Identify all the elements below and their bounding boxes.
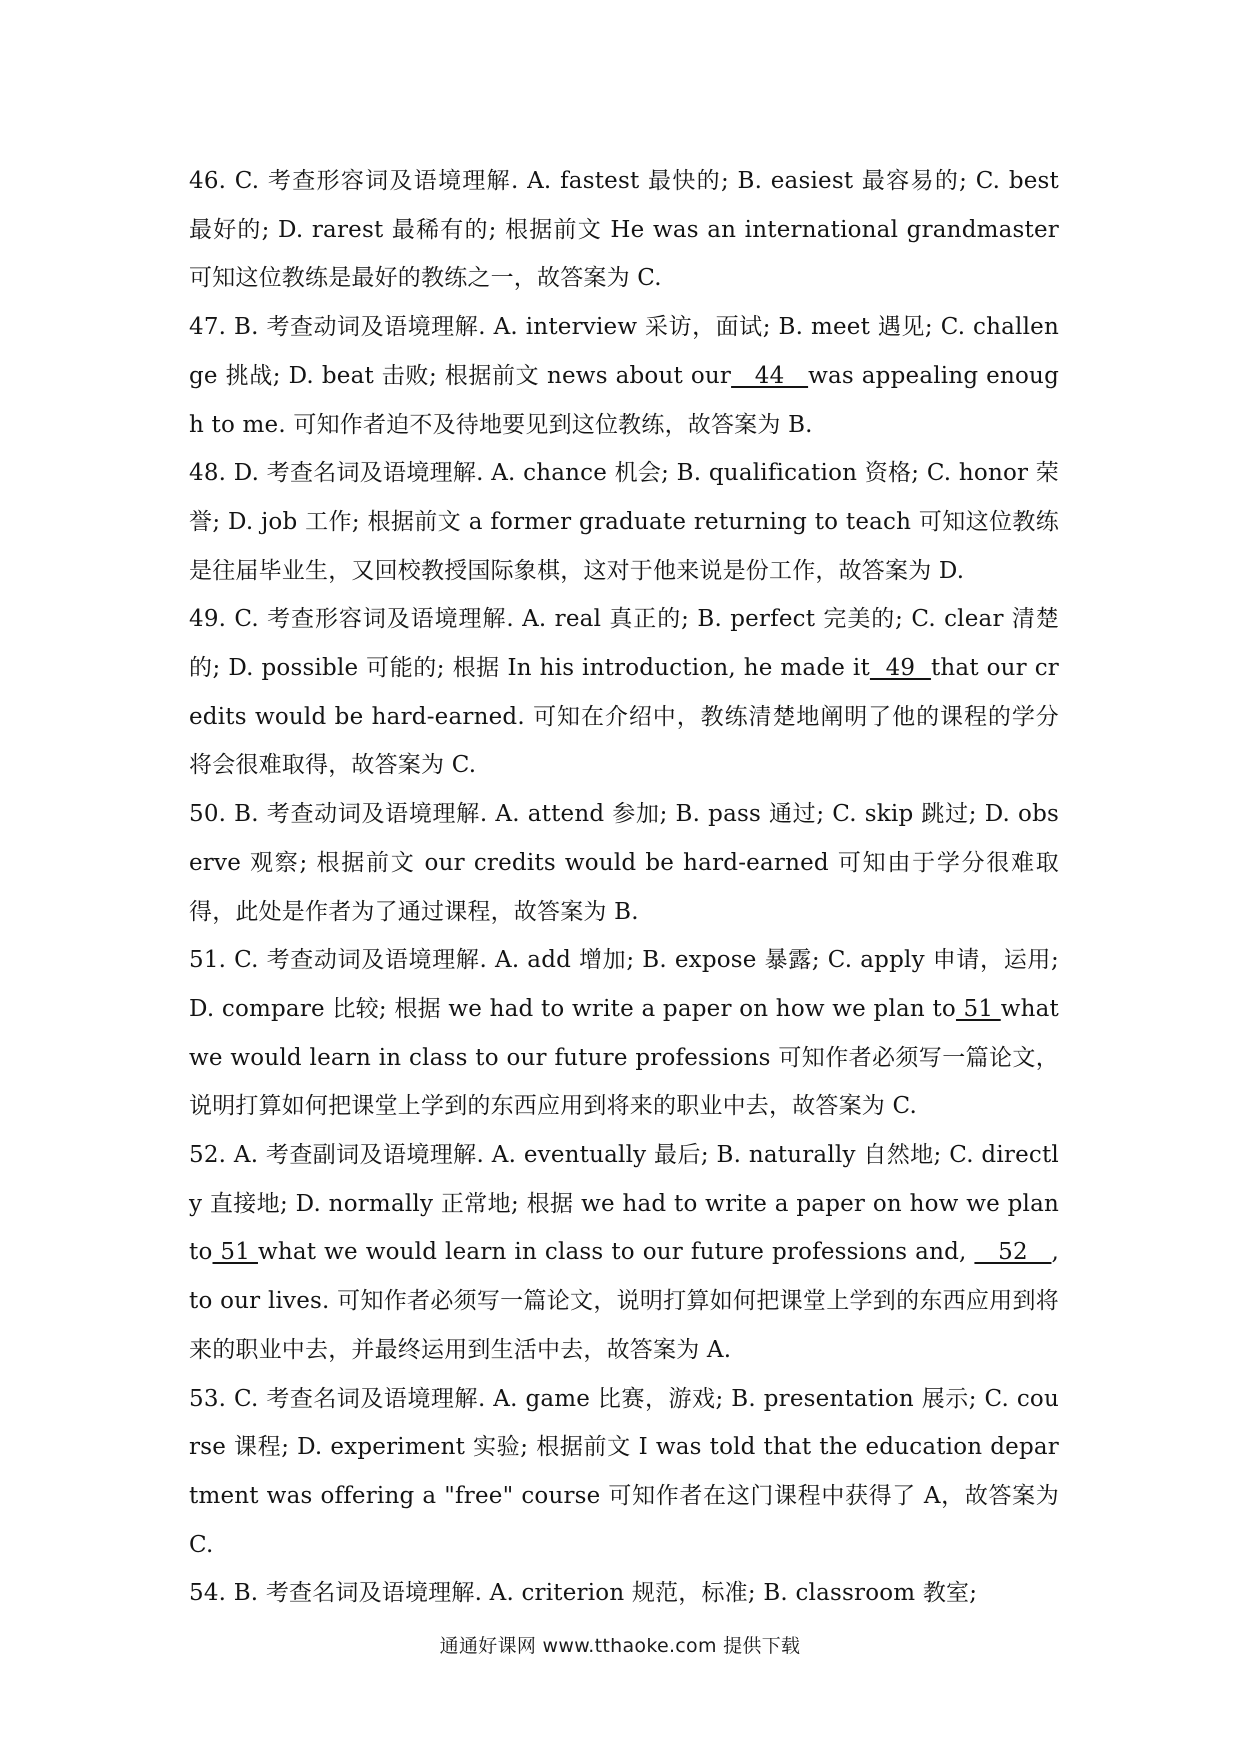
answer-text: 52. A. 考查副词及语境理解. A. eventually 最后; B. naturally 自然地; C. directly 直接地; D. normally 正常地; 根据 we had to write a paper on how we plan to	[189, 1142, 1059, 1266]
blank-number: 49	[869, 655, 931, 682]
answer-text: 46. C. 考查形容词及语境理解. A. fastest 最快的; B. easiest 最容易的; C. best 最好的; D. rarest 最稀有的; 根据前文 He was an international grandmaster 可知这位教练是最好的教练之一，故答案为 C.	[189, 168, 1059, 292]
answer-item-47	[189, 303, 1059, 449]
answer-text: , to our lives. 可知作者必须写一篇论文，说明打算如何把课堂上学到的东西应用到将来的职业中去，并最终运用到生活中去，故答案为 A.	[189, 1239, 1059, 1363]
answer-item-52	[189, 1131, 1059, 1375]
answer-text: 53. C. 考查名词及语境理解. A. game 比赛，游戏; B. presentation 展示; C. course 课程; D. experiment 实验; 根据前文 I was told that the education department was offering a "free" course 可知作者在这门课程中获得了 A，故答案为 C.	[189, 1385, 1059, 1558]
answer-explanations	[189, 157, 1059, 1618]
answer-text: 50. B. 考查动词及语境理解. A. attend 参加; B. pass 通过; C. skip 跳过; D. observe 观察; 根据前文 our credits would be hard-earned 可知由于学分很难取得，此处是作者为了通过课程，故答案为 B.	[189, 801, 1059, 925]
answer-item-49	[189, 595, 1059, 790]
answer-item-53	[189, 1375, 1059, 1570]
answer-text: was appealing enough to me. 可知作者迫不及待地要见到这位教练，故答案为 B.	[189, 362, 1059, 438]
answer-item-46	[189, 157, 1059, 303]
answer-text: 54. B. 考查名词及语境理解. A. criterion 规范，标准; B. classroom 教室;	[189, 1580, 978, 1607]
answer-text: 48. D. 考查名词及语境理解. A. chance 机会; B. qualification 资格; C. honor 荣誉; D. job 工作; 根据前文 a former graduate returning to teach 可知这位教练是往届毕业生，又回校教授国际象棋，这对于他来说是份工作，故答案为 D.	[189, 460, 1059, 584]
footer-source: 通通好课网 www.tthaoke.com 提供下载	[439, 1635, 801, 1657]
answer-item-54	[189, 1569, 1059, 1618]
blank-number: 51	[212, 1239, 258, 1266]
answer-text: what we would learn in class to our future professions and,	[257, 1239, 975, 1266]
answer-text: what we would learn in class to our future professions 可知作者必须写一篇论文，说明打算如何把课堂上学到的东西应用到将来的职业中去，故答案为 C.	[189, 995, 1059, 1120]
blank-number: 44	[731, 362, 809, 389]
answer-text: 51. C. 考查动词及语境理解. A. add 增加; B. expose 暴露; C. apply 申请，运用; D. compare 比较; 根据 we had to write a paper on how we plan to	[189, 947, 1059, 1022]
blank-number: 51	[955, 995, 1001, 1022]
answer-item-51	[189, 936, 1059, 1131]
answer-item-48	[189, 449, 1059, 595]
answer-text: 49. C. 考查形容词及语境理解. A. real 真正的; B. perfect 完美的; C. clear 清楚的; D. possible 可能的; 根据 In his introduction, he made it	[189, 606, 1059, 682]
answer-text: 47. B. 考查动词及语境理解. A. interview 采访，面试; B. meet 遇见; C. challenge 挑战; D. beat 击败; 根据前文 news about our	[189, 314, 1059, 389]
answer-item-50	[189, 790, 1059, 936]
blank-number: 52	[974, 1239, 1052, 1266]
answer-text: that our credits would be hard-earned. 可知在介绍中，教练清楚地阐明了他的课程的学分将会很难取得，故答案为 C.	[189, 655, 1059, 779]
